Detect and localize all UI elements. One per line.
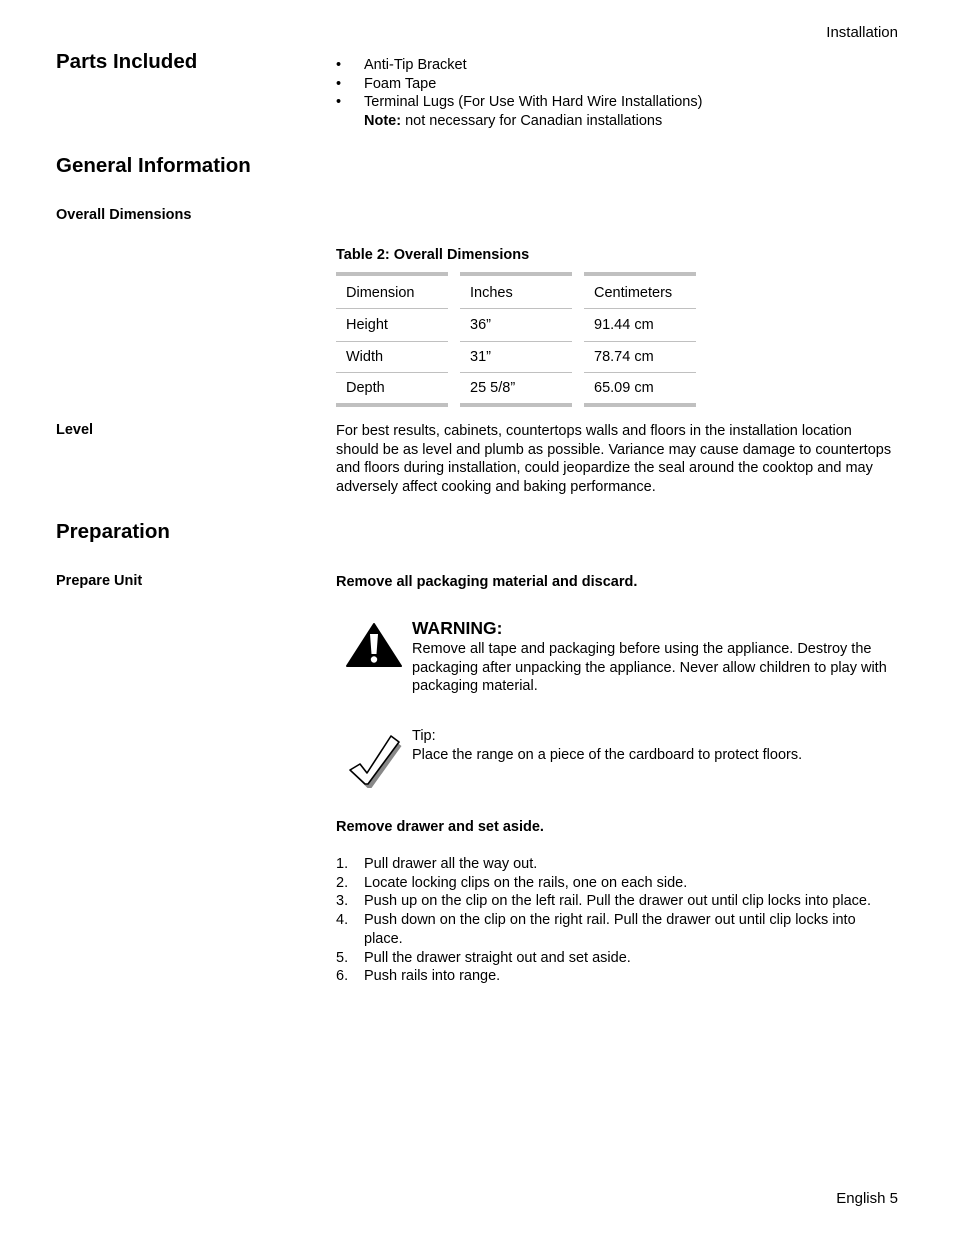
table-cell: Width — [336, 341, 448, 372]
tip-label: Tip: — [412, 728, 436, 744]
note-label: Note: — [364, 113, 402, 130]
list-item — [336, 892, 896, 911]
table-cell: 91.44 cm — [584, 308, 696, 341]
step-text: Push rails into range. — [364, 968, 501, 985]
level-paragraph: For best results, cabinets, countertops walls and floors in the installation location should be as level and plumb as possible. Variance may cause damage to countertops and floors during installation, could jeopardize the seal around the cooktop and may adversely affect cooking and baking performance. — [336, 423, 892, 496]
table-cell: Depth — [336, 372, 448, 403]
column-header: Inches — [460, 272, 572, 308]
step-number: 3. — [336, 893, 349, 910]
tip-block — [412, 727, 892, 764]
list-item — [336, 949, 896, 968]
table-cell: 31” — [460, 341, 572, 372]
table-cell: Height — [336, 308, 448, 341]
prepare-unit-heading: Prepare Unit — [56, 573, 143, 589]
list-item — [336, 874, 896, 893]
table-row — [336, 372, 696, 403]
general-information-title: General Information — [56, 154, 251, 177]
table-bottom-rule — [336, 403, 696, 407]
step-text: Pull the drawer straight out and set aside. — [364, 949, 631, 966]
list-item — [336, 855, 896, 874]
note-text: not necessary for Canadian installations — [401, 113, 663, 130]
preparation-title: Preparation — [56, 520, 170, 543]
overall-dimensions-heading: Overall Dimensions — [56, 207, 192, 223]
table-row — [336, 341, 696, 372]
step-text: Pull drawer all the way out. — [364, 856, 538, 872]
table-cell: 36” — [460, 308, 572, 341]
step-text: Push down on the clip on the right rail. Pull the drawer out until clip locks into place. — [364, 912, 856, 947]
parts-included-title: Parts Included — [56, 50, 198, 73]
step-number: 4. — [336, 912, 349, 929]
step-number: 1. — [336, 856, 349, 872]
step-number: 2. — [336, 874, 349, 891]
step-text: Push up on the clip on the left rail. Pull the drawer out until clip locks into place. — [364, 893, 871, 910]
warning-text: Remove all tape and packaging before using the appliance. Destroy the packaging after unpacking the appliance. Never allow children to play with packaging material. — [412, 641, 887, 695]
bullet-icon: • — [336, 75, 342, 92]
list-item: • Terminal Lugs (For Use With Hard Wire Installations) Note: not necessary for Canadian installations — [336, 94, 703, 130]
warning-title: WARNING: — [412, 618, 503, 638]
warning-triangle-icon — [345, 622, 403, 668]
table-caption: Table 2: Overall Dimensions — [336, 247, 530, 263]
running-head: Installation — [826, 24, 898, 41]
step-number: 6. — [336, 968, 349, 985]
table-row — [336, 308, 696, 341]
column-header: Dimension — [336, 272, 448, 308]
table-cell: 25 5/8” — [460, 372, 572, 403]
list-item: • Anti-Tip Bracket — [336, 57, 467, 73]
step-number: 5. — [336, 949, 349, 966]
list-item — [336, 967, 896, 986]
list-item: • Foam Tape — [336, 75, 437, 92]
table-cell: 65.09 cm — [584, 372, 696, 403]
column-header: Centimeters — [584, 272, 696, 308]
remove-packaging-instruction: Remove all packaging material and discard. — [336, 574, 638, 590]
bullet-icon: • — [336, 57, 342, 73]
dimensions-table — [336, 272, 696, 407]
note — [364, 113, 662, 129]
tip-text: Place the range on a piece of the cardboard to protect floors. — [412, 746, 803, 763]
remove-drawer-instruction: Remove drawer and set aside. — [336, 819, 544, 835]
checkmark-icon — [346, 734, 402, 788]
bullet-icon: • — [336, 94, 342, 111]
parts-list — [336, 56, 896, 131]
page-number: English 5 — [836, 1190, 898, 1207]
list-item — [336, 911, 896, 948]
level-heading: Level — [56, 422, 94, 438]
drawer-steps-list — [336, 855, 896, 986]
table-cell: 78.74 cm — [584, 341, 696, 372]
step-text: Locate locking clips on the rails, one on each side. — [364, 874, 688, 891]
table-header-row — [336, 272, 696, 308]
